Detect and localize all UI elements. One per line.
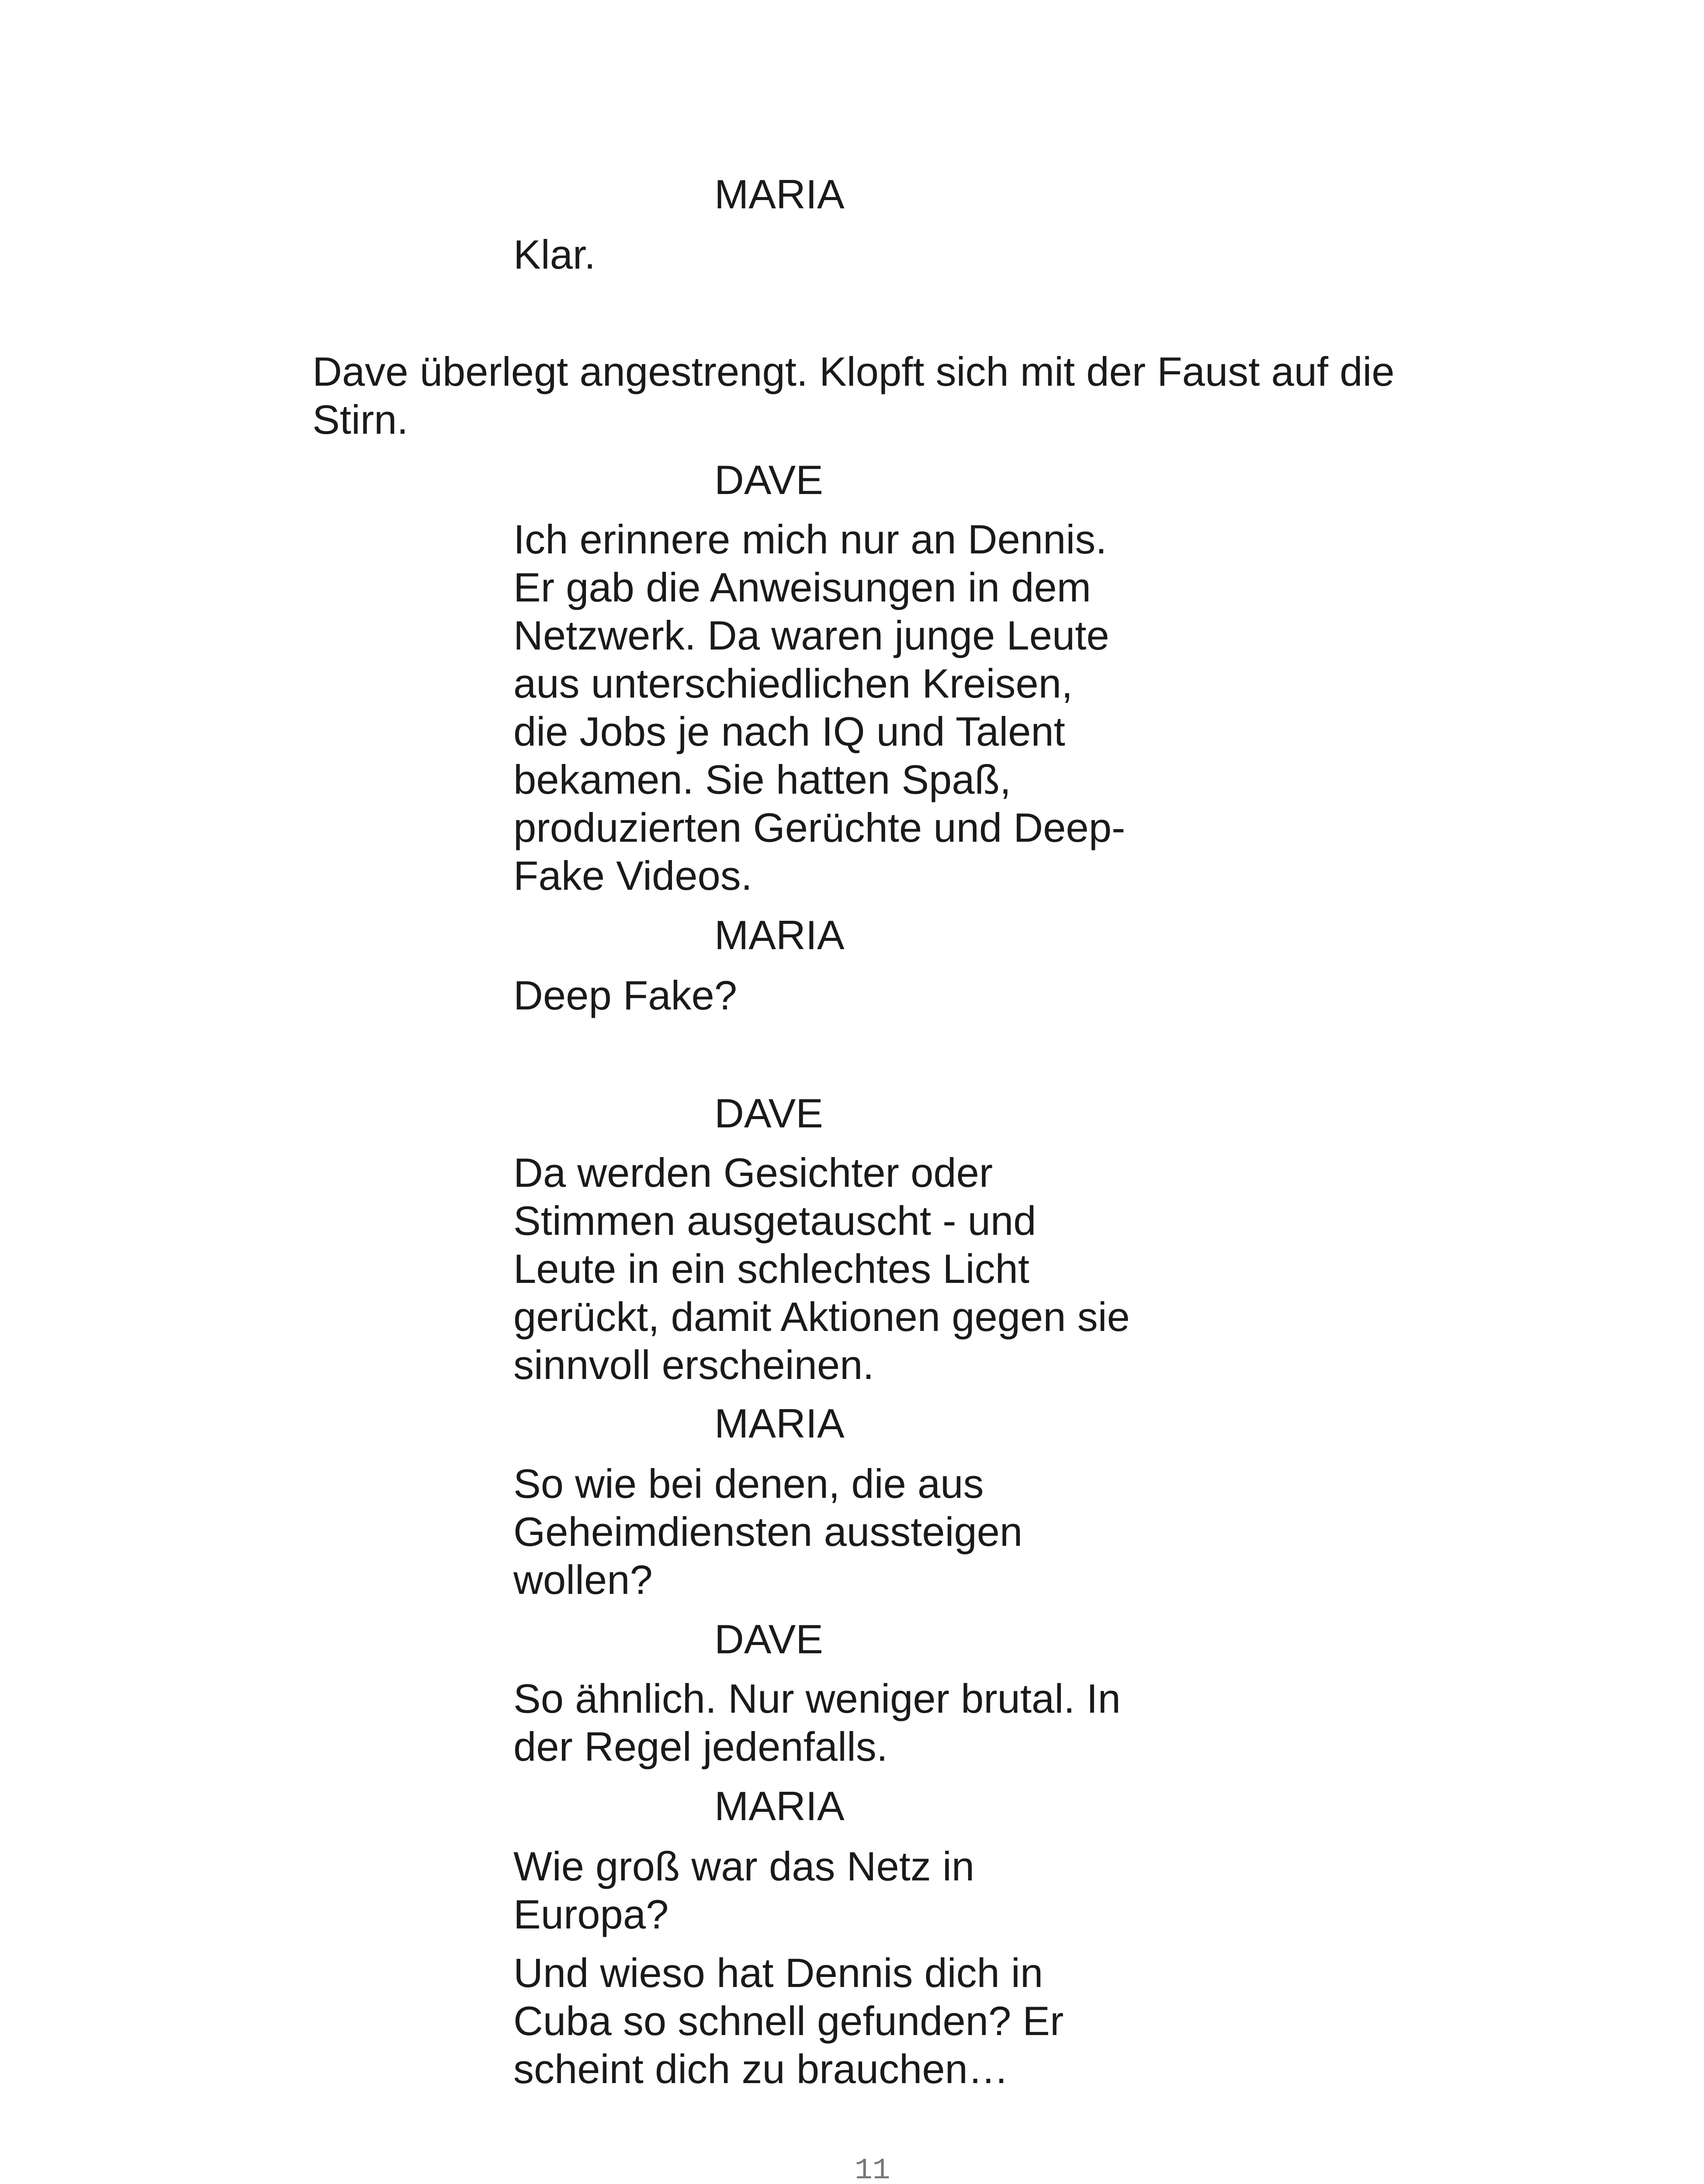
dialogue-line: Da werden Gesichter oder [513, 1150, 993, 1196]
dialogue-line: Wie groß war das Netz in [513, 1843, 975, 1889]
dialogue-line: Und wieso hat Dennis dich in [513, 1950, 1043, 1996]
page-number: 11 [855, 2154, 890, 2184]
dialogue-line: gerückt, damit Aktionen gegen sie [513, 1294, 1130, 1340]
dialogue-line: der Regel jedenfalls. [513, 1724, 888, 1769]
dialogue-line: aus unterschiedlichen Kreisen, [513, 660, 1073, 706]
dialogue-line: bekamen. Sie hatten Spaß, [513, 757, 1011, 802]
character-name: MARIA [714, 1783, 845, 1829]
dialogue-line: Ich erinnere mich nur an Dennis. [513, 516, 1107, 562]
dialogue-line: scheint dich zu brauchen… [513, 2046, 1009, 2092]
dialogue-line: So wie bei denen, die aus [513, 1461, 984, 1507]
dialogue-line: So ähnlich. Nur weniger brutal. In [513, 1676, 1121, 1721]
character-name: DAVE [714, 457, 823, 503]
action-line: Stirn. [312, 397, 409, 442]
dialogue-line: die Jobs je nach IQ und Talent [513, 708, 1065, 754]
character-name: MARIA [714, 1400, 845, 1446]
dialogue-line: Europa? [513, 1891, 669, 1937]
dialogue-line: Er gab die Anweisungen in dem [513, 564, 1091, 610]
character-name: MARIA [714, 171, 845, 217]
dialogue-line: Leute in ein schlechtes Licht [513, 1246, 1029, 1292]
dialogue-line: Netzwerk. Da waren junge Leute [513, 612, 1109, 658]
dialogue-line: Klar. [513, 232, 596, 277]
dialogue-line: Cuba so schnell gefunden? Er [513, 1998, 1064, 2044]
dialogue-line: produzierten Gerüchte und Deep- [513, 805, 1126, 850]
dialogue-line: sinnvoll erscheinen. [513, 1342, 874, 1388]
dialogue-line: Geheimdiensten aussteigen [513, 1509, 1023, 1555]
dialogue-line: Deep Fake? [513, 972, 738, 1018]
character-name: DAVE [714, 1090, 823, 1136]
action-line: Dave überlegt angestrengt. Klopft sich mit der Faust auf die [312, 349, 1395, 394]
dialogue-line: wollen? [513, 1557, 653, 1603]
character-name: MARIA [714, 912, 845, 958]
character-name: DAVE [714, 1616, 823, 1662]
dialogue-line: Fake Videos. [513, 853, 752, 898]
dialogue-line: Stimmen ausgetauscht - und [513, 1198, 1036, 1244]
